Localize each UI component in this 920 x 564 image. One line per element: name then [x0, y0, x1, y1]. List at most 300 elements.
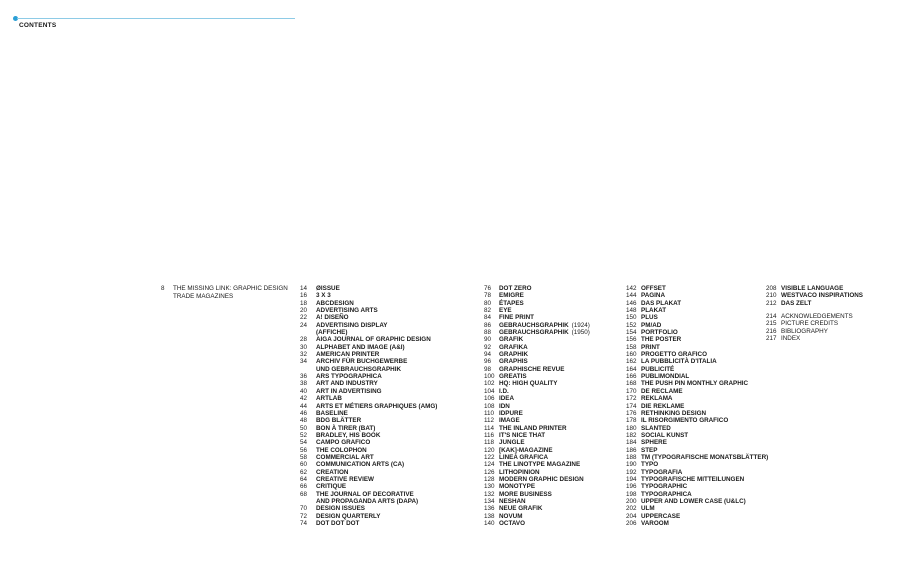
- toc-entry[interactable]: [484, 366, 590, 373]
- toc-title: GRAPHISCHE REVUE: [499, 365, 565, 373]
- toc-page-number: 178: [626, 417, 637, 425]
- toc-entry[interactable]: [484, 425, 590, 432]
- toc-page-number: 72: [300, 512, 308, 520]
- toc-page-number: 84: [484, 314, 492, 322]
- toc-title: GRAFIKA: [499, 343, 528, 351]
- toc-entry[interactable]: [766, 328, 863, 335]
- toc-entry[interactable]: [626, 410, 768, 417]
- toc-title: INDEX: [781, 335, 801, 343]
- toc-entry[interactable]: [484, 344, 590, 351]
- toc-title: STEP: [641, 446, 658, 454]
- toc-title: CRITIQUE: [316, 483, 347, 491]
- toc-title: PAGINA: [641, 292, 666, 300]
- toc-page-number: 136: [484, 505, 495, 513]
- toc-title: REKLAMA: [641, 395, 673, 403]
- toc-entry[interactable]: [300, 285, 437, 292]
- toc-page-number: 156: [626, 336, 637, 344]
- toc-title: ART AND INDUSTRY: [316, 380, 378, 388]
- toc-title-continued: AND PROPAGANDA ARTS (DAPA): [316, 497, 419, 505]
- toc-page-number: 66: [300, 483, 308, 491]
- toc-page-number: 122: [484, 453, 495, 461]
- toc-page-number: 134: [484, 497, 495, 505]
- toc-title: TYPO: [641, 461, 659, 469]
- toc-entry[interactable]: [484, 491, 590, 498]
- toc-title: BIBLIOGRAPHY: [781, 327, 828, 335]
- toc-title: JUNGLE: [499, 439, 525, 447]
- toc-title: ULM: [641, 505, 655, 513]
- toc-title: PORTFOLIO: [641, 329, 678, 337]
- toc-title: OCTAVO: [499, 520, 526, 527]
- toc-page-number: 214: [766, 313, 777, 321]
- toc-title: ALPHABET AND IMAGE (A&I): [316, 343, 405, 351]
- toc-entry[interactable]: [626, 469, 768, 476]
- toc-page-number: 170: [626, 387, 637, 395]
- toc-entry[interactable]: [626, 432, 768, 439]
- toc-title-continued: UND GEBRAUCHSGRAPHIK: [316, 365, 402, 373]
- toc-page-number: 58: [300, 453, 308, 461]
- toc-entry[interactable]: [300, 344, 437, 351]
- toc-page-number: 80: [484, 299, 492, 307]
- toc-page-number: 208: [766, 285, 777, 292]
- toc-entry[interactable]: [300, 432, 437, 439]
- toc-page-number: 215: [766, 320, 777, 328]
- toc-title: CAMPO GRAFICO: [316, 439, 371, 447]
- toc-page-number: 54: [300, 439, 308, 447]
- toc-entry[interactable]: [484, 358, 590, 365]
- contents-column-3: [626, 285, 768, 527]
- toc-page-number: 114: [484, 424, 495, 432]
- toc-page-number: 164: [626, 365, 637, 373]
- toc-title: GRAPHIK: [499, 351, 529, 359]
- toc-page-number: 206: [626, 520, 637, 527]
- toc-page-number: 144: [626, 292, 637, 300]
- toc-page-number: 146: [626, 299, 637, 307]
- toc-entry[interactable]: [300, 388, 437, 395]
- toc-entry[interactable]: [300, 417, 437, 424]
- toc-entry[interactable]: [626, 403, 768, 410]
- toc-page-number: 48: [300, 417, 308, 425]
- toc-title: DOT DOT DOT: [316, 520, 360, 527]
- toc-page-number: 192: [626, 468, 637, 476]
- toc-page-number: 74: [300, 520, 308, 527]
- toc-page-number: 92: [484, 343, 492, 351]
- toc-title: IMAGE: [499, 417, 520, 425]
- toc-page-number: 148: [626, 307, 637, 315]
- toc-entry[interactable]: [626, 373, 768, 380]
- header-rule: [17, 18, 295, 19]
- toc-entry[interactable]: [626, 358, 768, 365]
- toc-title: DAS ZELT: [781, 299, 812, 307]
- toc-page-number: 94: [484, 351, 492, 359]
- toc-title: MODERN GRAPHIC DESIGN: [499, 475, 584, 483]
- toc-page-number: 96: [484, 358, 492, 366]
- toc-page-number: 56: [300, 446, 308, 454]
- toc-title: ØISSUE: [316, 285, 340, 292]
- toc-page-number: 118: [484, 439, 495, 447]
- toc-title: EMIGRE: [499, 292, 524, 300]
- toc-entry[interactable]: [484, 388, 590, 395]
- toc-entry[interactable]: [484, 513, 590, 520]
- toc-page-number: 100: [484, 373, 495, 381]
- toc-entry[interactable]: [484, 498, 590, 505]
- toc-page-number: 198: [626, 490, 637, 498]
- toc-title: WESTVACO INSPIRATIONS: [781, 292, 863, 300]
- toc-page-number: 140: [484, 520, 495, 527]
- toc-page-number: 50: [300, 424, 308, 432]
- toc-title: FINE PRINT: [499, 314, 534, 322]
- toc-title: ADVERTISING ARTS: [316, 307, 378, 315]
- toc-entry[interactable]: [766, 335, 863, 342]
- toc-entry[interactable]: [484, 322, 590, 329]
- toc-entry[interactable]: [484, 476, 590, 483]
- toc-page-number: 132: [484, 490, 495, 498]
- toc-page-number: 82: [484, 307, 492, 315]
- toc-entry[interactable]: [300, 520, 437, 527]
- toc-title: GRAPHIS: [499, 358, 528, 366]
- toc-page-number: 128: [484, 475, 495, 483]
- toc-title: GEBRAUCHSGRAPHIK: [499, 329, 569, 337]
- toc-entry[interactable]: [626, 520, 768, 527]
- toc-title: DIE REKLAME: [641, 402, 685, 410]
- toc-page-number: 190: [626, 461, 637, 469]
- contents-column-2: [484, 285, 590, 527]
- toc-title: LINEA GRAFICA: [499, 453, 549, 461]
- toc-entry[interactable]: [626, 513, 768, 520]
- intro-page-number: 8: [161, 285, 165, 292]
- toc-page-number: 76: [484, 285, 492, 292]
- toc-page-number: 176: [626, 409, 637, 417]
- toc-title: MONOTYPE: [499, 483, 536, 491]
- toc-entry[interactable]: [626, 395, 768, 402]
- toc-title: ARTS ET MÉTIERS GRAPHIQUES (AMG): [316, 402, 438, 410]
- toc-entry[interactable]: [626, 314, 768, 321]
- toc-page-number: 36: [300, 373, 308, 381]
- toc-entry[interactable]: [626, 380, 768, 387]
- toc-page-number: 116: [484, 431, 495, 439]
- toc-page-number: 16: [300, 292, 308, 300]
- toc-page-number: 52: [300, 431, 308, 439]
- toc-page-number: 172: [626, 395, 637, 403]
- toc-title: OFFSET: [641, 285, 666, 292]
- toc-entry[interactable]: [626, 344, 768, 351]
- toc-entry[interactable]: [626, 285, 768, 292]
- toc-title: THE COLOPHON: [316, 446, 367, 454]
- toc-title: PUBLIMONDIAL: [641, 373, 690, 381]
- toc-entry[interactable]: [300, 380, 437, 387]
- toc-page-number: 44: [300, 402, 308, 410]
- toc-entry[interactable]: [484, 403, 590, 410]
- toc-entry[interactable]: [300, 469, 437, 476]
- toc-page-number: 126: [484, 468, 495, 476]
- toc-page-number: 34: [300, 358, 308, 366]
- toc-page-number: 184: [626, 439, 637, 447]
- toc-title: TYPOGRAFIA: [641, 468, 683, 476]
- toc-title: COMMUNICATION ARTS (CA): [316, 461, 405, 469]
- toc-page-number: 200: [626, 497, 637, 505]
- toc-title: ARS TYPOGRAPHICA: [316, 373, 382, 381]
- toc-page-number: 212: [766, 299, 777, 307]
- toc-page-number: 32: [300, 351, 308, 359]
- toc-entry[interactable]: [626, 417, 768, 424]
- toc-title: VISIBLE LANGUAGE: [781, 285, 844, 292]
- toc-title: TM (TYPOGRAFISCHE MONATSBLÄTTER): [641, 453, 769, 461]
- toc-page-number: 104: [484, 387, 495, 395]
- toc-page-number: 106: [484, 395, 495, 403]
- toc-title: SOCIAL KUNST: [641, 431, 689, 439]
- toc-page-number: 68: [300, 490, 308, 498]
- toc-title: TYPOGRAPHIC: [641, 483, 688, 491]
- toc-title: ÉTAPES: [499, 299, 524, 307]
- toc-page-number: 38: [300, 380, 308, 388]
- toc-title: CREATIVE REVIEW: [316, 475, 374, 483]
- toc-page-number: 60: [300, 461, 308, 469]
- toc-page-number: 30: [300, 343, 308, 351]
- toc-entry[interactable]: [484, 505, 590, 512]
- toc-entry[interactable]: [484, 432, 590, 439]
- toc-title-continued: (AFFICHE): [316, 329, 348, 337]
- toc-page-number: 62: [300, 468, 308, 476]
- toc-entry[interactable]: [300, 439, 437, 446]
- toc-page-number: 24: [300, 321, 308, 329]
- toc-title: IT'S NICE THAT: [499, 431, 546, 439]
- toc-title: PLAKAT: [641, 307, 667, 315]
- toc-page-number: 162: [626, 358, 637, 366]
- toc-entry[interactable]: [300, 395, 437, 402]
- toc-page-number: 130: [484, 483, 495, 491]
- toc-entry[interactable]: [626, 498, 768, 505]
- toc-entry[interactable]: [484, 417, 590, 424]
- toc-entry[interactable]: [626, 300, 768, 307]
- toc-page-number: 142: [626, 285, 637, 292]
- toc-entry[interactable]: [484, 520, 590, 527]
- toc-page-number: 90: [484, 336, 492, 344]
- toc-page-number: 188: [626, 453, 637, 461]
- toc-title: A! DISEÑO: [316, 314, 349, 322]
- toc-title: DOT ZERO: [499, 285, 532, 292]
- toc-page-number: 152: [626, 321, 637, 329]
- toc-title: IDN: [499, 402, 510, 410]
- toc-title: VAROOM: [641, 520, 669, 527]
- toc-title: IDPURE: [499, 409, 523, 417]
- toc-title: NEUE GRAFIK: [499, 505, 543, 513]
- toc-title: GREATIS: [499, 373, 527, 381]
- toc-title: PRINT: [641, 343, 660, 351]
- toc-title: ABCDESIGN: [316, 299, 354, 307]
- toc-page-number: 18: [300, 299, 308, 307]
- toc-entry[interactable]: [484, 395, 590, 402]
- toc-entry[interactable]: [626, 439, 768, 446]
- toc-entry[interactable]: [626, 425, 768, 432]
- toc-page-number: 196: [626, 483, 637, 491]
- toc-title: TYPOGRAPHICA: [641, 490, 692, 498]
- toc-entry[interactable]: [626, 476, 768, 483]
- toc-page-number: 202: [626, 505, 637, 513]
- toc-entry[interactable]: [626, 366, 768, 373]
- toc-page-number: 182: [626, 431, 637, 439]
- toc-title: THE LINOTYPE MAGAZINE: [499, 461, 581, 469]
- contents-column-4: [766, 285, 863, 342]
- toc-page-number: 110: [484, 409, 495, 417]
- toc-page-number: 70: [300, 505, 308, 513]
- toc-title: UPPERCASE: [641, 512, 681, 520]
- toc-title: THE POSTER: [641, 336, 682, 344]
- toc-title: BDG BLÄTTER: [316, 417, 362, 425]
- toc-entry[interactable]: [626, 307, 768, 314]
- toc-page-number: 112: [484, 417, 495, 425]
- toc-title: DAS PLAKAT: [641, 299, 682, 307]
- toc-entry[interactable]: [300, 336, 437, 343]
- toc-title: I.D.: [499, 387, 509, 395]
- toc-title: MORE BUSINESS: [499, 490, 552, 498]
- toc-entry[interactable]: [484, 314, 590, 321]
- toc-entry[interactable]: [484, 285, 590, 292]
- toc-entry[interactable]: [626, 491, 768, 498]
- toc-entry[interactable]: [626, 292, 768, 299]
- toc-title: [KAK]-MAGAZINE: [499, 446, 553, 454]
- toc-entry[interactable]: [300, 483, 437, 490]
- toc-entry[interactable]: [484, 351, 590, 358]
- toc-entry[interactable]: [766, 320, 863, 327]
- toc-page-number: 88: [484, 329, 492, 337]
- toc-title: THE PUSH PIN MONTHLY GRAPHIC: [641, 380, 749, 388]
- toc-title: PROGETTO GRAFICO: [641, 351, 708, 359]
- toc-entry[interactable]: [626, 461, 768, 468]
- toc-title: ART IN ADVERTISING: [316, 387, 382, 395]
- toc-page-number: 108: [484, 402, 495, 410]
- toc-page-number: 210: [766, 292, 777, 300]
- toc-entry[interactable]: [626, 483, 768, 490]
- toc-title: NOVUM: [499, 512, 523, 520]
- toc-entry[interactable]: [300, 358, 437, 373]
- toc-title: RETHINKING DESIGN: [641, 409, 707, 417]
- toc-page-number: 217: [766, 335, 777, 343]
- intro-title: THE MISSING LINK: GRAPHIC DESIGN TRADE MAGAZINES: [173, 285, 288, 301]
- toc-entry[interactable]: [300, 491, 437, 506]
- toc-page-number: 160: [626, 351, 637, 359]
- toc-title: GEBRAUCHSGRAPHIK: [499, 321, 569, 329]
- toc-title: 3 X 3: [316, 292, 331, 300]
- toc-title: AMERICAN PRINTER: [316, 351, 380, 359]
- toc-page-number: 28: [300, 336, 308, 344]
- toc-title: SLANTED: [641, 424, 671, 432]
- toc-entry[interactable]: [766, 313, 863, 320]
- toc-entry[interactable]: [766, 292, 863, 299]
- toc-entry[interactable]: [484, 292, 590, 299]
- toc-page-number: 204: [626, 512, 637, 520]
- toc-entry[interactable]: [484, 329, 590, 336]
- toc-entry[interactable]: [626, 454, 768, 461]
- toc-page-number: 194: [626, 475, 637, 483]
- toc-title: ARTLAB: [316, 395, 342, 403]
- toc-entry[interactable]: [484, 300, 590, 307]
- toc-page-number: 86: [484, 321, 492, 329]
- toc-entry[interactable]: [300, 505, 437, 512]
- toc-page-number: 166: [626, 373, 637, 381]
- toc-page-number: 64: [300, 475, 308, 483]
- toc-entry[interactable]: [484, 439, 590, 446]
- toc-title: GRAFIK: [499, 336, 524, 344]
- toc-title: ARCHIV FÜR BUCHGEWERBE: [316, 358, 408, 366]
- toc-entry[interactable]: [300, 425, 437, 432]
- toc-title: BASELINE: [316, 409, 348, 417]
- toc-entry[interactable]: [484, 373, 590, 380]
- toc-title: UPPER AND LOWER CASE (U&LC): [641, 497, 746, 505]
- toc-entry[interactable]: [626, 322, 768, 329]
- toc-entry[interactable]: [626, 329, 768, 336]
- toc-page-number: 22: [300, 314, 308, 322]
- toc-entry[interactable]: [300, 373, 437, 380]
- toc-entry[interactable]: [300, 322, 437, 337]
- toc-entry[interactable]: [300, 513, 437, 520]
- toc-page-number: 14: [300, 285, 308, 292]
- toc-entry[interactable]: [484, 483, 590, 490]
- toc-entry[interactable]: [300, 300, 437, 307]
- toc-entry[interactable]: [484, 410, 590, 417]
- toc-entry[interactable]: [484, 461, 590, 468]
- toc-page-number: 124: [484, 461, 495, 469]
- toc-page-number: 20: [300, 307, 308, 315]
- toc-page-number: 138: [484, 512, 495, 520]
- toc-page-number: 102: [484, 380, 495, 388]
- toc-title: EYE: [499, 307, 512, 315]
- toc-entry[interactable]: [484, 447, 590, 454]
- toc-entry[interactable]: [484, 307, 590, 314]
- toc-page-number: 40: [300, 387, 308, 395]
- toc-entry[interactable]: [626, 336, 768, 343]
- toc-title: PUBLICITÉ: [641, 365, 675, 373]
- toc-page-number: 174: [626, 402, 637, 410]
- toc-title: CREATION: [316, 468, 349, 476]
- toc-title: TYPOGRAFISCHE MITTEILUNGEN: [641, 475, 745, 483]
- toc-title: COMMERCIAL ART: [316, 453, 374, 461]
- contents-column-1: [300, 285, 437, 527]
- toc-title: HQ: HIGH QUALITY: [499, 380, 558, 388]
- toc-page-number: 78: [484, 292, 492, 300]
- toc-page-number: 186: [626, 446, 637, 454]
- toc-title: PICTURE CREDITS: [781, 320, 839, 328]
- toc-page-number: 180: [626, 424, 637, 432]
- toc-entry[interactable]: [484, 336, 590, 343]
- toc-title-year: (1924): [571, 321, 590, 329]
- toc-entry[interactable]: [484, 469, 590, 476]
- toc-entry[interactable]: [626, 388, 768, 395]
- toc-entry[interactable]: [626, 505, 768, 512]
- toc-title: IL RISORGIMENTO GRAFICO: [641, 417, 729, 425]
- toc-page-number: 158: [626, 343, 637, 351]
- toc-entry[interactable]: [484, 454, 590, 461]
- toc-page-number: 150: [626, 314, 637, 322]
- toc-entry[interactable]: [300, 447, 437, 454]
- toc-entry[interactable]: [766, 300, 863, 307]
- toc-entry[interactable]: [484, 380, 590, 387]
- toc-title: DESIGN QUARTERLY: [316, 512, 381, 520]
- toc-entry[interactable]: [626, 447, 768, 454]
- toc-entry[interactable]: [766, 285, 863, 292]
- toc-entry[interactable]: [300, 292, 437, 299]
- toc-entry[interactable]: [300, 461, 437, 468]
- toc-page-number: 98: [484, 365, 492, 373]
- toc-entry[interactable]: [300, 403, 437, 410]
- toc-title: AIGA JOURNAL OF GRAPHIC DESIGN: [316, 336, 431, 344]
- toc-entry[interactable]: [300, 454, 437, 461]
- toc-title: LA PUBBLICITÀ D'ITALIA: [641, 358, 717, 366]
- toc-page-number: 120: [484, 446, 495, 454]
- toc-entry[interactable]: [300, 476, 437, 483]
- page-title: CONTENTS: [19, 22, 57, 29]
- toc-entry[interactable]: [300, 314, 437, 321]
- toc-title: THE INLAND PRINTER: [499, 424, 567, 432]
- toc-title: DESIGN ISSUES: [316, 505, 365, 513]
